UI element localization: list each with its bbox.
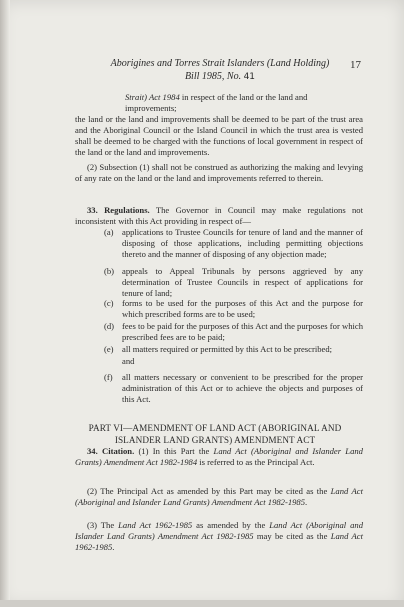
section-33-number: 33. (87, 205, 98, 215)
s34-2-text-b: . (305, 497, 308, 507)
section-34-subsection-1 (75, 446, 363, 468)
item-d-text: fees to be paid for the purposes of this Act and the purposes for which prescribed fees are to be paid; (122, 321, 363, 342)
continuation-line-2: improvements; (125, 103, 177, 113)
item-c-text: forms to be used for the purposes of this Act and the purpose for which prescribed forms are to be used; (122, 298, 363, 319)
s34-3-act-name-2: Land Act (Aboriginal and Islander Land Grants) Amendment Act 1982-1985 (75, 520, 364, 541)
section-34-number: 34. (87, 446, 98, 456)
item-a-text: applications to Trustee Councils for tenure of land and the manner of disposing of those applications, including permitting objections thereto and the manner of disposing of any objection made; (122, 227, 363, 259)
item-f-text: all matters necessary or convenient to be prescribed for the proper administration of this Act or to achieve the objects and purposes of this Act. (122, 372, 363, 404)
s34-3-text-a: (3) The (87, 520, 119, 530)
continuation-paragraph: the land or the land and improvements shall be deemed to be part of the trust area and the Aboriginal Council or the Island Council in which the trust area is vested shall be deemed to be charged with the functions of local government in respect of the land or the land and improvements. (75, 114, 363, 157)
part-6-heading (60, 422, 370, 446)
s34-3-act-name-1: Land Act 1962-1985 (118, 520, 193, 530)
item-e-text: all matters required or permitted by this Act to be prescribed; (122, 344, 333, 354)
s34-3-act-name-3: Land Act 1962-1985 (75, 531, 363, 552)
section-33-intro (75, 205, 363, 227)
page-number: 17 (350, 59, 361, 71)
item-f-label: (f) (104, 372, 113, 382)
and-connector: and (122, 356, 135, 366)
item-b-label: (b) (104, 266, 115, 276)
section-33-text: The Governor in Council may make regulations not inconsistent with this Act providing in respect of— (75, 205, 363, 226)
s34-1-text-a: (1) In this Part the (134, 446, 214, 456)
continuation-line-1 (125, 92, 362, 103)
s34-3-text-d: . (112, 542, 115, 552)
item-e-label: (e) (104, 344, 114, 354)
item-d-label: (d) (104, 321, 115, 331)
bill-number-handwritten: 41 (243, 72, 256, 82)
s34-2-text-a: (2) The Principal Act as amended by this Part may be cited as the (87, 486, 331, 496)
s34-1-act-name: Land Act (Aboriginal and Islander Land Grants) Amendment Act 1982-1984 (75, 446, 363, 467)
section-33-heading: Regulations. (104, 205, 150, 215)
item-b-text: appeals to Appeal Tribunals by persons aggrieved by any determination of Trustee Councils in respect of applications for tenure of land; (122, 266, 363, 298)
page-spine-shadow (0, 0, 10, 607)
bill-label: Bill 1985, No. (184, 71, 244, 82)
s34-2-act-name: Land Act (Aboriginal and Islander Land Grants) Amendment Act 1982-1985 (75, 486, 363, 507)
continuation-text: in respect of the land or the land and (179, 92, 308, 102)
item-a-label: (a) (104, 227, 114, 237)
item-c-label: (c) (104, 298, 114, 308)
s34-1-text-b: is referred to as the Principal Act. (197, 457, 315, 467)
section-34-subsection-3 (75, 520, 363, 553)
act-name-italic: Strait) Act 1984 (125, 92, 180, 102)
section-34-subsection-2 (75, 486, 363, 508)
page-bottom-edge (0, 600, 404, 607)
running-header-title: Aborigines and Torres Strait Islanders (Land Holding) (110, 58, 330, 69)
running-header-bill (100, 71, 340, 83)
s34-3-text-c: may be cited as the (253, 531, 331, 541)
subsection-2: (2) Subsection (1) shall not be construed as authorizing the making and levying of any rate on the land or the land and improvements referred to therein. (75, 162, 363, 183)
part-6-heading-line-2: ISLANDER LAND GRANTS) AMENDMENT ACT (114, 435, 316, 445)
part-6-heading-line-1: PART VI—AMENDMENT OF LAND ACT (ABORIGINAL AND (88, 423, 342, 433)
section-34-heading: Citation. (101, 446, 135, 456)
s34-3-text-b: as amended by the (192, 520, 270, 530)
